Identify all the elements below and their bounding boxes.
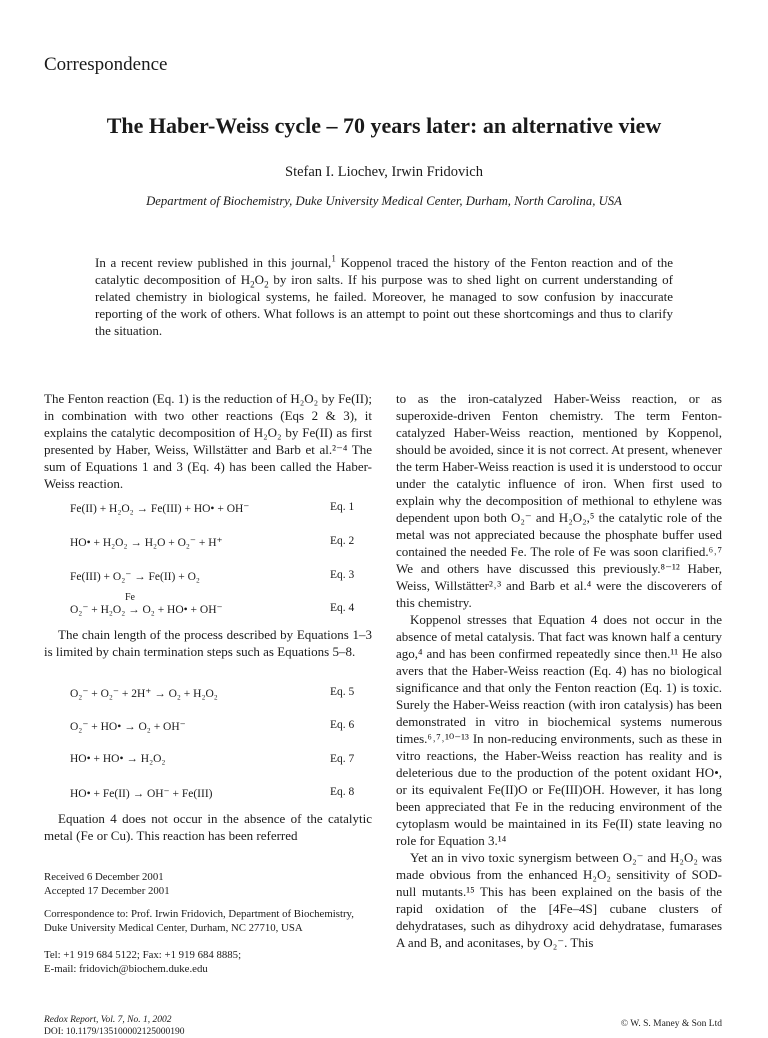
article-authors: Stefan I. Liochev, Irwin Fridovich bbox=[285, 164, 483, 180]
right-paragraph-2: Koppenol stresses that Equation 4 does not occur in the absence of metal catalysis. That fact was known half a century ago,⁴ and has been confirmed repeatedly since then.¹¹ He also avers that the Haber-Weiss reaction (Eq. 4) has no biological significance and that only the Fenton reaction (Eq. 1) is toxic. Surely the Haber-Weiss reaction (with iron catalysis) has been demonstrated in vitro in biochemical systems numerous times.⁶˒⁷˒¹⁰⁻¹³ In non-reducing environments, such as these in vitro reactions, the Haber-Weiss reaction has reality and is deleterious due to the production of the potent oxidant HO•, or its equivalent Fe(II)O or Fe(III)OH. However, it has long been appreciated that Fe in the reducing environment of the cytoplasm would be maintained in its Fe(II) state leaving no role for Equation 3.¹⁴ bbox=[396, 612, 722, 848]
journal-name: Redox Report, Vol. 7, No. 1, 2002 bbox=[44, 1015, 172, 1025]
left-column bbox=[44, 390, 372, 492]
accepted-date: Accepted 17 December 2001 bbox=[44, 885, 170, 897]
article-title: The Haber-Weiss cycle – 70 years later: an alternative view bbox=[106, 113, 662, 138]
abstract-text-2: Koppenol traced the history of the Fenton reaction and of the catalytic decomposition of H bbox=[95, 255, 673, 287]
contact-phone-fax: Tel: +1 919 684 5122; Fax: +1 919 684 8885; bbox=[44, 949, 242, 961]
equation-7-number: Eq. 7 bbox=[330, 753, 355, 765]
equation-7: HO• + HO• → H₂O₂ bbox=[70, 753, 166, 765]
left-paragraph-2: The chain length of the process described by Equations 1–3 is limited by chain termination steps such as Equations 5–8. bbox=[44, 627, 372, 659]
right-column bbox=[396, 390, 722, 951]
equation-2-number: Eq. 2 bbox=[330, 535, 355, 547]
abstract-sub-1: 2 bbox=[250, 279, 255, 290]
equation-6-number: Eq. 6 bbox=[330, 719, 355, 731]
section-heading: Correspondence bbox=[44, 54, 168, 75]
equation-8: HO• + Fe(II) → OH⁻ + Fe(III) bbox=[70, 788, 213, 800]
contact-email[interactable]: E-mail: fridovich@biochem.duke.edu bbox=[44, 963, 208, 975]
left-paragraph-3: Equation 4 does not occur in the absence of the catalytic metal (Fe or Cu). This reaction has been referred bbox=[44, 811, 372, 843]
abstract-text-3: O bbox=[254, 272, 265, 287]
received-date: Received 6 December 2001 bbox=[44, 871, 164, 883]
author-affiliation: Department of Biochemistry, Duke University Medical Center, Durham, North Carolina, USA bbox=[146, 194, 622, 208]
right-paragraph-1: to as the iron-catalyzed Haber-Weiss reaction, or as superoxide-driven Fenton chemistry. The term Fenton-catalyzed Haber-Weiss reaction, mentioned by Koppenol, should be avoided, since it is not correct. At present, whenever the term Haber-Weiss reaction is used it is understood to occur under the catalytic influence of iron. When first used to explain why the decomposition of methional to ethylene was dependent upon both O₂⁻ and H₂O₂,⁵ the catalytic role of the metal was not appreciated because the phosphate buffer used contained the needed Fe. The role of Fe was soon clarified.⁶˒⁷ We and others have discussed this previously.⁸⁻¹² Haber, Weiss, Willstätter²˒³ and Barb et al.⁴ were the discoverers of this chemistry. bbox=[396, 391, 722, 610]
journal-citation bbox=[44, 1014, 185, 1038]
equation-5: O₂⁻ + O₂⁻ + 2H⁺ → O₂ + H₂O₂ bbox=[70, 688, 218, 700]
equation-4-number: Eq. 4 bbox=[330, 602, 355, 614]
equation-8-number: Eq. 8 bbox=[330, 786, 355, 798]
abstract-ref-1: 1 bbox=[331, 253, 336, 264]
equation-4: O₂⁻ + H₂O₂ → O₂ + HO• + OH⁻ bbox=[70, 604, 223, 616]
equation-4-catalyst: Fe bbox=[125, 592, 135, 603]
abstract-text-1: In a recent review published in this journal, bbox=[95, 255, 332, 270]
abstract-sub-2: 2 bbox=[264, 279, 269, 290]
equation-1: Fe(II) + H₂O₂ → Fe(III) + HO• + OH⁻ bbox=[70, 503, 250, 515]
left-paragraph-1: The Fenton reaction (Eq. 1) is the reduction of H₂O₂ by Fe(II); in combination with two other reactions (Eqs 2 & 3), it explains the catalytic decomposition of H₂O₂ by Fe(II) as first presented by Haber, Weiss, Willstätter and Barb et al.²⁻⁴ The sum of Equations 1 and 3 (Eq. 4) has been called the Haber-Weiss reaction. bbox=[44, 391, 372, 491]
copyright-notice: © W. S. Maney & Son Ltd bbox=[620, 1019, 722, 1029]
right-paragraph-3: Yet an in vivo toxic synergism between O₂⁻ and H₂O₂ was made obvious from the enhanced H₂O₂ sensitivity of SOD-null mutants.¹⁵ This has been explained on the basis of the rapid oxidation of the [4Fe–4S] cubane clusters of dehydratases, such as dihydroxy acid dehydratase, fumarases A and B, and aconitases, by O₂⁻. This bbox=[396, 850, 722, 950]
equation-6: O₂⁻ + HO• → O₂ + OH⁻ bbox=[70, 721, 186, 733]
abstract-text-4: by iron salts. If his purpose was to shed light on current understanding of related chemistry in biological systems, he failed. Moreover, he managed to sow confusion by inaccurate reporting of the work of others. What follows is an attempt to point out these shortcomings and thus to clarify the situation. bbox=[95, 272, 674, 338]
correspondence-address: Correspondence to: Prof. Irwin Fridovich, Department of Biochemistry, Duke University Medical Center, Durham, NC 27710, USA bbox=[44, 908, 354, 934]
doi: DOI: 10.1179/135100002125000190 bbox=[44, 1027, 185, 1037]
equation-5-number: Eq. 5 bbox=[330, 686, 355, 698]
equation-3: Fe(III) + O₂⁻ → Fe(II) + O₂ bbox=[70, 571, 200, 583]
equation-2: HO• + H₂O₂ → H₂O + O₂⁻ + H⁺ bbox=[70, 537, 223, 549]
equation-3-number: Eq. 3 bbox=[330, 569, 355, 581]
equation-1-number: Eq. 1 bbox=[330, 501, 355, 513]
abstract bbox=[95, 254, 673, 339]
